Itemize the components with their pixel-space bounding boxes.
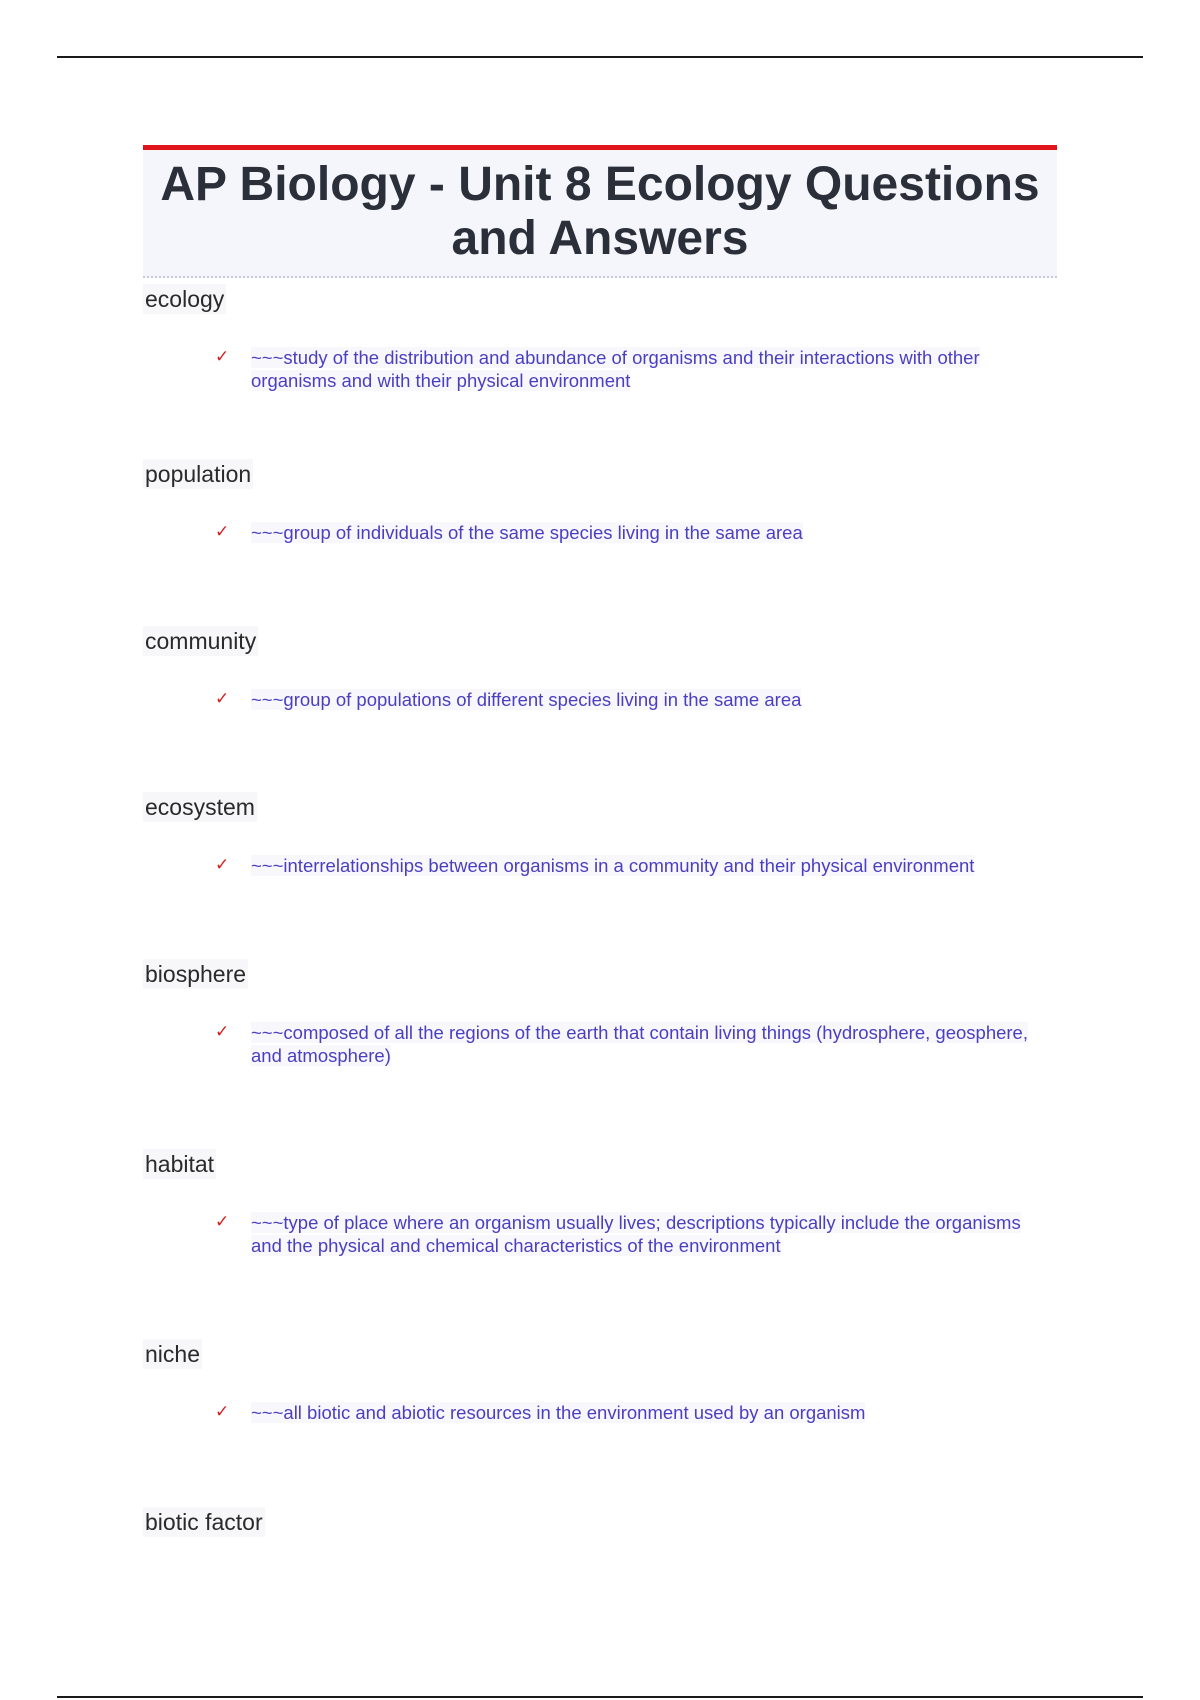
checkmark-icon: ✓ (215, 1212, 230, 1232)
checkmark-icon: ✓ (215, 689, 230, 709)
document-body (143, 145, 1057, 1547)
list-item (143, 1507, 1057, 1547)
checkmark-icon: ✓ (215, 1402, 230, 1422)
list-item (143, 284, 1057, 459)
answer-row (215, 521, 1051, 544)
term-label: population (145, 461, 252, 487)
term-label: biosphere (145, 961, 247, 987)
term-label: community (145, 628, 257, 654)
term-label: ecology (145, 286, 225, 312)
answer-text: ~~~group of populations of different species living in the same area (251, 689, 802, 710)
answer-row (215, 1211, 1051, 1257)
list-item (143, 1339, 1057, 1507)
title-block (143, 145, 1057, 278)
list-item (143, 459, 1057, 626)
answer-text: ~~~interrelationships between organisms in a community and their physical environment (251, 855, 975, 876)
answer-row (215, 346, 1051, 392)
answer-text: ~~~type of place where an organism usually lives; descriptions typically include the organisms and the physical and chemical characteristics of the environment (251, 1212, 1021, 1256)
list-item (143, 626, 1057, 792)
list-item (143, 959, 1057, 1149)
answer-text: ~~~composed of all the regions of the earth that contain living things (hydrosphere, geosphere, and atmosphere) (251, 1022, 1028, 1066)
page-top-rule (57, 56, 1143, 58)
answer-row (215, 854, 1051, 877)
term-label: habitat (145, 1151, 215, 1177)
entries-list (143, 284, 1057, 1547)
checkmark-icon: ✓ (215, 855, 230, 875)
checkmark-icon: ✓ (215, 1022, 230, 1042)
answer-row (215, 688, 1051, 711)
checkmark-icon: ✓ (215, 522, 230, 542)
answer-row (215, 1401, 1051, 1424)
answer-text: ~~~study of the distribution and abundance of organisms and their interactions with other organisms and with their physical environment (251, 347, 980, 391)
page-title: AP Biology - Unit 8 Ecology Questions and Answers (160, 158, 1040, 265)
answer-text: ~~~all biotic and abiotic resources in the environment used by an organism (251, 1402, 866, 1423)
page-bottom-rule (57, 1696, 1143, 1698)
list-item (143, 1149, 1057, 1339)
term-label: biotic factor (145, 1509, 263, 1535)
checkmark-icon: ✓ (215, 347, 230, 367)
list-item (143, 792, 1057, 959)
term-label: niche (145, 1341, 200, 1367)
answer-text: ~~~group of individuals of the same species living in the same area (251, 522, 803, 543)
term-label: ecosystem (145, 794, 255, 820)
answer-row (215, 1021, 1051, 1067)
